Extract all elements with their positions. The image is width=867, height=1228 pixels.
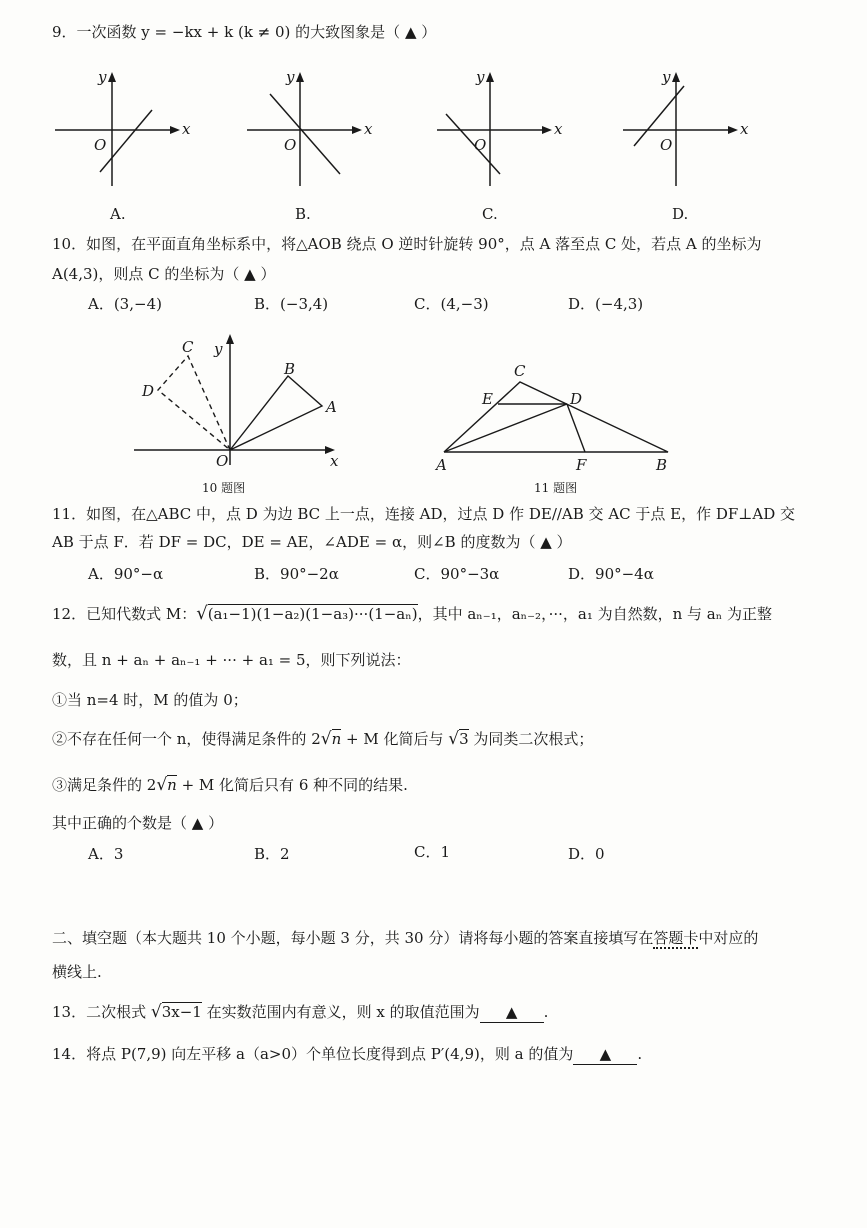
q14-stem: 14．将点 P(7,9) 向左平移 a（a>0）个单位长度得到点 P′(4,9)，则 a 的值为 ▲ . — [52, 1045, 643, 1063]
q12-ask: 其中正确的个数是（ ▲ ） — [52, 814, 224, 832]
q12-option-c: C．1 — [414, 843, 451, 861]
q11-stem-line1: 11．如图，在△ABC 中，点 D 为边 BC 上一点，连接 AD，过点 D 作 DE//AB 交 AC 于点 E，作 DF⊥AD 交 — [52, 505, 796, 523]
fig10-label-x: x — [330, 452, 339, 470]
svg-text:y: y — [98, 68, 107, 86]
fig11-label-d: D — [570, 390, 583, 408]
fig10-label-a: A — [326, 398, 337, 416]
q12-option-a: A．3 — [88, 845, 124, 863]
q11-stem-line2: AB 于点 F．若 DF = DC，DE = AE，∠ADE = α，则∠B 的度数为（ ▲ ） — [52, 533, 572, 551]
q12-option-b: B．2 — [254, 845, 290, 863]
fig11-label-a: A — [436, 456, 447, 474]
q10-option-b: B．(−3,4) — [254, 295, 329, 313]
q12-option-d: D．0 — [568, 845, 605, 863]
svg-text:x: x — [740, 120, 749, 138]
q14-answer-blank: ▲ — [573, 1044, 637, 1065]
svg-text:x: x — [554, 120, 563, 138]
fig10-label-o: O — [216, 452, 229, 470]
q12-statement-2: ②不存在任何一个 n，使得满足条件的 2√n + M 化简后与 √3 为同类二次根式； — [52, 729, 594, 749]
q10-option-c: C．(4,−3) — [414, 295, 489, 313]
q9-graph-c — [432, 62, 572, 192]
section2-heading-line2: 横线上. — [52, 963, 102, 981]
q12-stem-line1: 12．已知代数式 M：√(a₁−1)(1−a₂)(1−a₃)···(1−aₙ)，其中 aₙ₋₁，aₙ₋₂，···，a₁ 为自然数，n 与 aₙ 为正整 — [52, 603, 772, 624]
q10-option-a: A．(3,−4) — [88, 295, 162, 313]
q9-stem: 9．一次函数 y = −kx + k (k ≠ 0) 的大致图象是（ ▲ ） — [52, 23, 437, 41]
fig10-label-y: y — [214, 340, 223, 358]
fig10-label-c: C — [182, 338, 194, 356]
section2-heading: 二、填空题（本大题共 10 个小题，每小题 3 分，共 30 分）请将每小题的答案直接填写在答题卡中对应的 — [52, 929, 759, 947]
svg-text:y: y — [286, 68, 295, 86]
fig11-caption: 11 题图 — [534, 481, 578, 495]
fig11-label-b: B — [656, 456, 668, 474]
q10-stem-line2: A(4,3)，则点 C 的坐标为（ ▲ ） — [52, 265, 276, 283]
svg-text:O: O — [474, 136, 487, 154]
svg-text:x: x — [182, 120, 191, 138]
q12-stem-line2: 数，且 n + aₙ + aₙ₋₁ + ··· + a₁ = 5，则下列说法： — [52, 651, 411, 669]
svg-text:O: O — [660, 136, 673, 154]
q11-option-c: C．90°−3α — [414, 565, 500, 583]
q10-stem-line1: 10．如图，在平面直角坐标系中，将△AOB 绕点 O 逆时针旋转 90°，点 A 落至点 C 处，若点 A 的坐标为 — [52, 235, 762, 253]
fig10-label-d: D — [142, 382, 155, 400]
q11-option-d: D．90°−4α — [568, 565, 654, 583]
svg-text:y: y — [476, 68, 485, 86]
q13-stem: 13．二次根式 √3x−1 在实数范围内有意义，则 x 的取值范围为 ▲ . — [52, 1002, 549, 1022]
q11-option-b: B．90°−2α — [254, 565, 339, 583]
fig10-label-b: B — [284, 360, 296, 378]
fig11-label-c: C — [514, 362, 526, 380]
q12-statement-1: ①当 n=4 时，M 的值为 0； — [52, 691, 248, 709]
q11-option-a: A．90°−α — [88, 565, 164, 583]
fig10-caption: 10 题图 — [202, 481, 246, 495]
q9-graph-b — [242, 62, 382, 192]
figure-11 — [430, 358, 690, 478]
svg-text:y: y — [662, 68, 671, 86]
q9-option-b: B. — [295, 205, 311, 223]
q9-option-a: A. — [110, 205, 126, 223]
q10-option-d: D．(−4,3) — [568, 295, 644, 313]
svg-text:x: x — [364, 120, 373, 138]
fig11-label-e: E — [482, 390, 493, 408]
q9-option-c: C. — [482, 205, 498, 223]
q12-statement-3: ③满足条件的 2√n + M 化简后只有 6 种不同的结果. — [52, 775, 408, 795]
q9-graph-a — [50, 62, 190, 192]
q12-radicand: (a₁−1)(1−a₂)(1−a₃)···(1−aₙ) — [207, 605, 418, 623]
svg-text:O: O — [94, 136, 107, 154]
q9-option-d: D. — [672, 205, 689, 223]
svg-text:O: O — [284, 136, 297, 154]
figure-10 — [130, 330, 360, 500]
fig11-label-f: F — [576, 456, 587, 474]
q9-graph-d — [618, 62, 758, 192]
q13-answer-blank: ▲ — [480, 1002, 544, 1023]
